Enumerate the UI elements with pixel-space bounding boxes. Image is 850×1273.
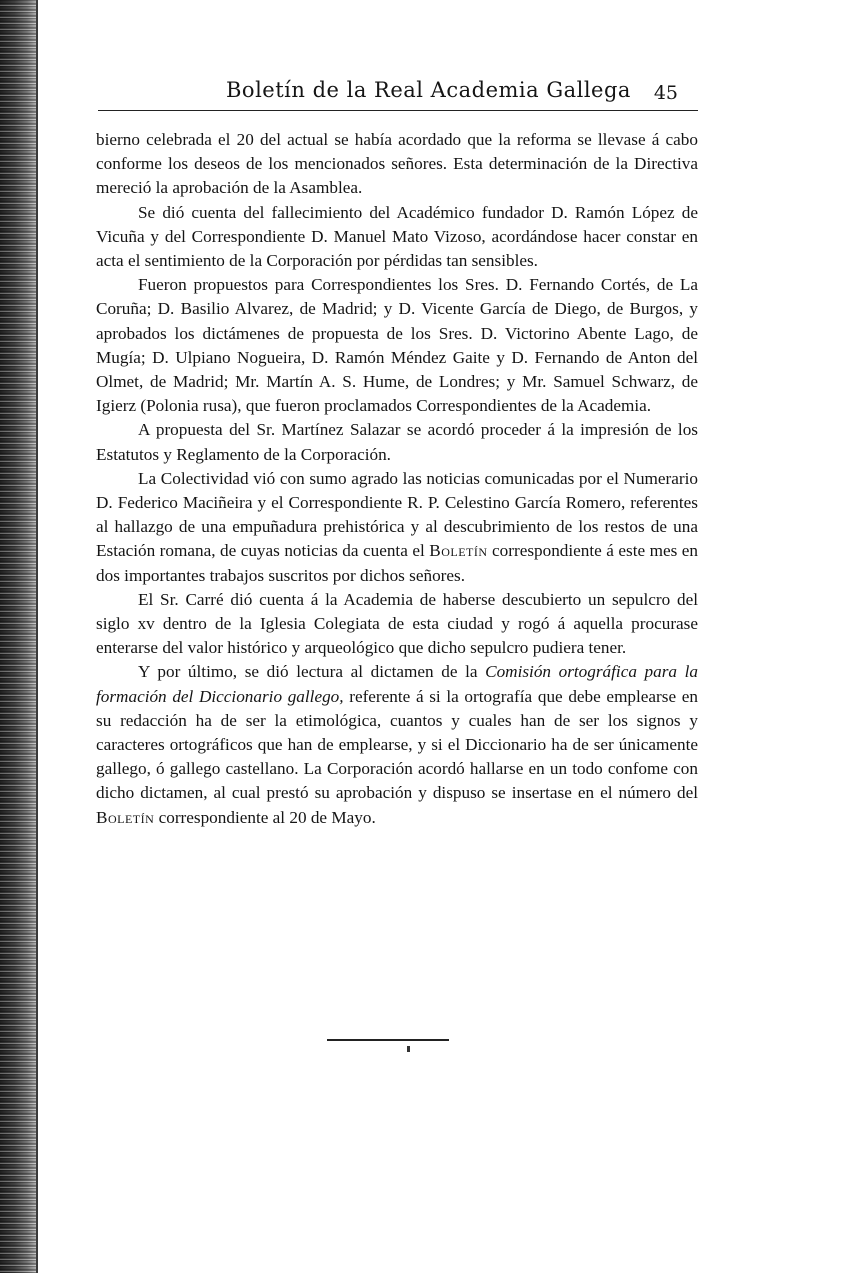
paragraph-sepulchre: El Sr. Carré dió cuenta á la Academia de haberse descubierto un sepulcro del siglo xv dentro de la Iglesia Colegiata de esta ciudad y rogó á aquella procurase enterarse del valor histórico y arqueológico que dicho sepulcro pudiera tener.	[96, 589, 698, 658]
paragraph-continuation: bierno celebrada el 20 del actual se había acordado que la reforma se llevase á cabo conforme los deseos de los mencionados señores. Esta determinación de la Directiva mereció la aprobación de la Asamblea.	[96, 130, 698, 198]
findings-text-b: correspondiente á este mes en dos importantes trabajos suscritos por dichos señores.	[96, 541, 698, 585]
findings-text-a: La Colectividad vió con sumo agrado las noticias comunicadas por el Numerario D. Federico Maciñeira y el Correspondiente R. P. Celestino García Romero, referentes al hallazgo de una empuñadura prehistórica y al descubrimiento de los restos de una Estación romana, de cuyas noticias da cuenta el	[96, 468, 698, 561]
closing-mark	[407, 1046, 410, 1052]
paragraph-findings	[96, 467, 698, 588]
orthography-text-a: Y por último, se dió lectura al dictamen de la	[138, 662, 486, 682]
boletin-reference-2: Boletín	[96, 807, 155, 827]
running-header	[98, 76, 698, 111]
closing-rule	[327, 1039, 449, 1041]
body-text	[96, 128, 698, 830]
scanned-page-edge	[0, 0, 36, 1273]
paragraph-correspondents: Fueron propuestos para Correspondientes los Sres. D. Fernando Cortés, de La Coruña; D. Basilio Alvarez, de Madrid; y D. Vicente García de Diego, de Burgos, y aprobados los dictámenes de propuesta de los Sres. D. Victorino Abente Lago, de Mugía; D. Ulpiano Nogueira, D. Ramón Méndez Gaite y D. Fernando de Anton del Olmet, de Madrid; Mr. Martín A. S. Hume, de Londres; y Mr. Samuel Schwarz, de Igierz (Polonia rusa), que fueron proclamados Correspondientes de la Academia.	[96, 275, 698, 416]
page-edge-line	[36, 0, 38, 1273]
paragraph-statutes: A propuesta del Sr. Martínez Salazar se acordó proceder á la impresión de los Estatutos y Reglamento de la Corporación.	[96, 420, 698, 464]
boletin-reference: Boletín	[429, 541, 488, 561]
journal-title: Boletín de la Real Academia Gallega	[226, 78, 631, 102]
page-number: 45	[653, 82, 678, 104]
paragraph-orthography	[96, 660, 698, 829]
orthography-text-c: correspondiente al 20 de Mayo.	[154, 807, 376, 827]
orthography-text-b: referente á si la ortografía que debe emplearse en su redacción ha de ser la etimológica, cuantos y cuales han de ser los signos y caracteres ortográficos que han de emplearse, y si el Diccionario ha de ser únicamente gallego, ó gallego castellano. La Corporación acordó hallarse en un todo confome con dicho dictamen, al cual prestó su aprobación y dispuso se insertase en el número del	[96, 686, 698, 803]
commission-title: Comisión ortográfica para la formación del Diccionario gallego,	[96, 662, 698, 706]
paragraph-obituary: Se dió cuenta del fallecimiento del Académico fundador D. Ramón López de Vicuña y del Correspondiente D. Manuel Mato Vizoso, acordándose hacer constar en acta el sentimiento de la Corporación por pérdidas tan sensibles.	[96, 202, 698, 271]
